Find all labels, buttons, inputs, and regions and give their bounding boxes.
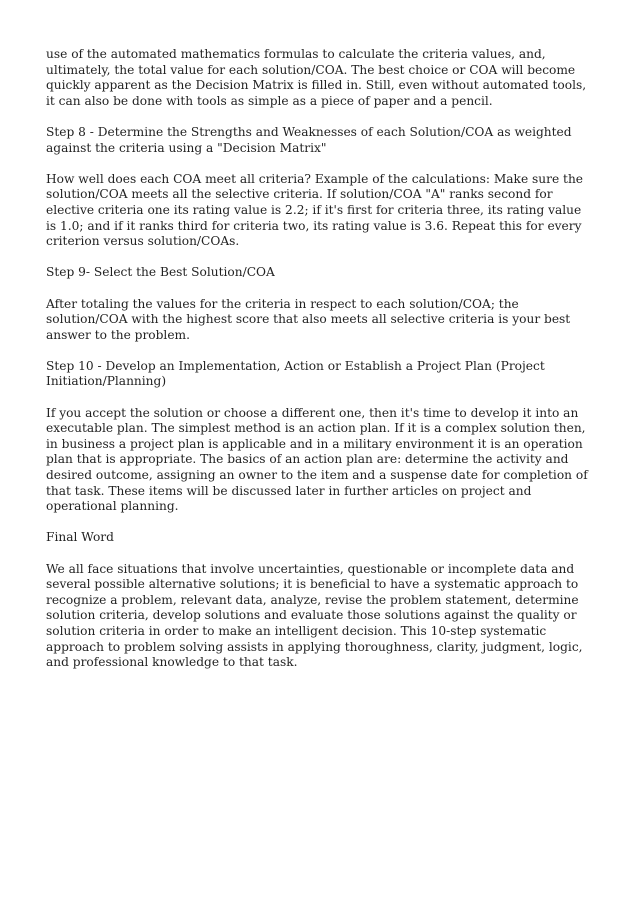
paragraph-final-word: We all face situations that involve uncertainties, questionable or incomplete data and several possible alternative solutions; it is beneficial to have a systematic approach to recognize a problem, relevant data, analyze, revise the problem statement, determine solution criteria, develop solutions and evaluate those solutions against the quality or solution criteria in order to make an intelligent decision. This 10-step systematic approach to problem solving assists in applying thoroughness, clarity, judgment, logic, and professional knowledge to that task. <box>46 561 583 670</box>
document-page <box>46 47 594 686</box>
heading-step-8: Step 8 - Determine the Strengths and Weaknesses of each Solution/COA as weighted against the criteria using a "Decision Matrix" <box>46 124 572 155</box>
heading-step-10: Step 10 - Develop an Implementation, Action or Establish a Project Plan (Project Initiation/Planning) <box>46 358 545 389</box>
heading-step-9: Step 9- Select the Best Solution/COA <box>46 265 275 280</box>
paragraph-step-9: After totaling the values for the criteria in respect to each solution/COA; the solution/COA with the highest score that also meets all selective criteria is your best answer to the problem. <box>46 296 571 342</box>
heading-final-word: Final Word <box>46 530 114 545</box>
paragraph-step-10: If you accept the solution or choose a different one, then it's time to develop it into an executable plan. The simplest method is an action plan. If it is a complex solution then, in business a project plan is applicable and in a military environment it is an operation plan that is appropriate. The basics of an action plan are: determine the activity and desired outcome, assigning an owner to the item and a suspense date for completion of that task. These items will be discussed later in further articles on project and operational planning. <box>46 405 588 514</box>
paragraph-step-8: How well does each COA meet all criteria? Example of the calculations: Make sure the solution/COA meets all the selective criteria. If solution/COA "A" ranks second for elective criteria one its rating value is 2.2; if it's first for criteria three, its rating value is 1.0; and if it ranks third for criteria two, its rating value is 3.6. Repeat this for every criterion versus solution/COAs. <box>46 171 584 249</box>
paragraph-decision-matrix-intro: use of the automated mathematics formulas to calculate the criteria values, and, ultimately, the total value for each solution/COA. The best choice or COA will become quickly apparent as the Decision Matrix is filled in. Still, even without automated tools, it can also be done with tools as simple as a piece of paper and a pencil. <box>46 47 587 108</box>
